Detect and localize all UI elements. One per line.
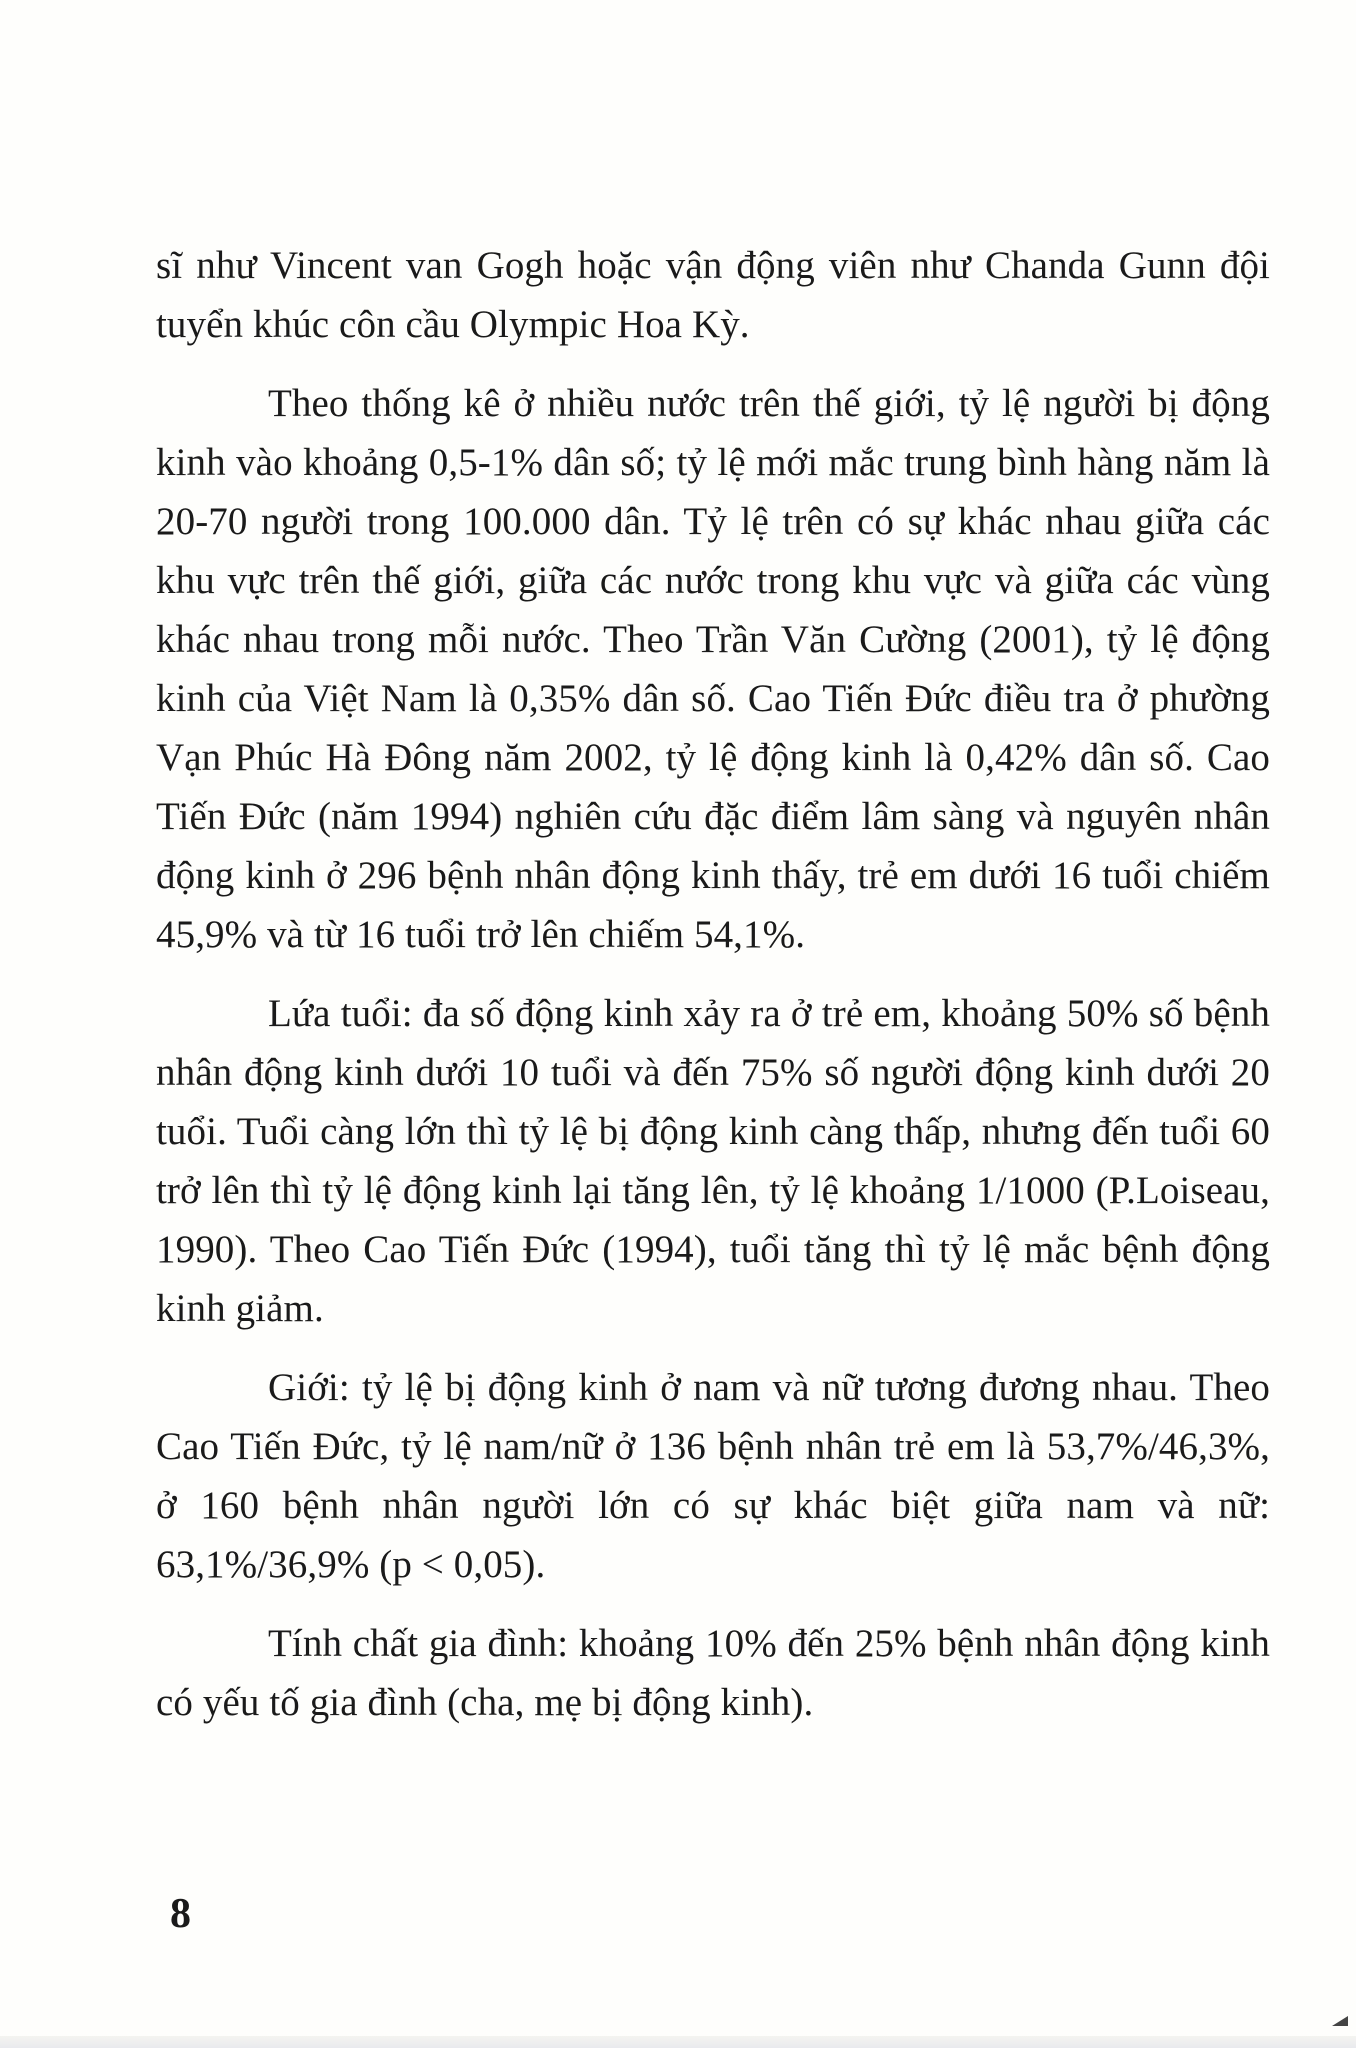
paragraph-continuation: sĩ như Vincent van Gogh hoặc vận động viên như Chanda Gunn đội tuyển khúc côn cầu Olympic Hoa Kỳ. [156,244,1270,346]
page-bottom-edge [0,2036,1356,2048]
corner-mark-icon [1332,2016,1348,2026]
page-number: 8 [170,1891,191,1937]
paragraph-statistics: Theo thống kê ở nhiều nước trên thế giới, tỷ lệ người bị động kinh vào khoảng 0,5-1% dân số; tỷ lệ mới mắc trung bình hàng năm là 20-70 người trong 100.000 dân. Tỷ lệ trên có sự khác nhau giữa các khu vực trên thế giới, giữa các nước trong khu vực và giữa các vùng khác nhau trong mỗi nước. Theo Trần Văn Cường (2001), tỷ lệ động kinh của Việt Nam là 0,35% dân số. Cao Tiến Đức điều tra ở phường Vạn Phúc Hà Đông năm 2002, tỷ lệ động kinh là 0,42% dân số. Cao Tiến Đức (năm 1994) nghiên cứu đặc điểm lâm sàng và nguyên nhân động kinh ở 296 bệnh nhân động kinh thấy, trẻ em dưới 16 tuổi chiếm 45,9% và từ 16 tuổi trở lên chiếm 54,1%. [156,382,1270,956]
paragraph-age: Lứa tuổi: đa số động kinh xảy ra ở trẻ em, khoảng 50% số bệnh nhân động kinh dưới 10 tuổi và đến 75% số người động kinh dưới 20 tuổi. Tuổi càng lớn thì tỷ lệ bị động kinh càng thấp, nhưng đến tuổi 60 trở lên thì tỷ lệ động kinh lại tăng lên, tỷ lệ khoảng 1/1000 (P.Loiseau, 1990). Theo Cao Tiến Đức (1994), tuổi tăng thì tỷ lệ mắc bệnh động kinh giảm. [156,992,1270,1330]
paragraph-family: Tính chất gia đình: khoảng 10% đến 25% bệnh nhân động kinh có yếu tố gia đình (cha, mẹ bị động kinh). [156,1622,1270,1724]
paragraph-gender: Giới: tỷ lệ bị động kinh ở nam và nữ tương đương nhau. Theo Cao Tiến Đức, tỷ lệ nam/nữ ở 136 bệnh nhân trẻ em là 53,7%/46,3%, ở 160 bệnh nhân người lớn có sự khác biệt giữa nam và nữ: 63,1%/36,9% (p < 0,05). [156,1366,1270,1586]
body-text [156,236,1270,1732]
